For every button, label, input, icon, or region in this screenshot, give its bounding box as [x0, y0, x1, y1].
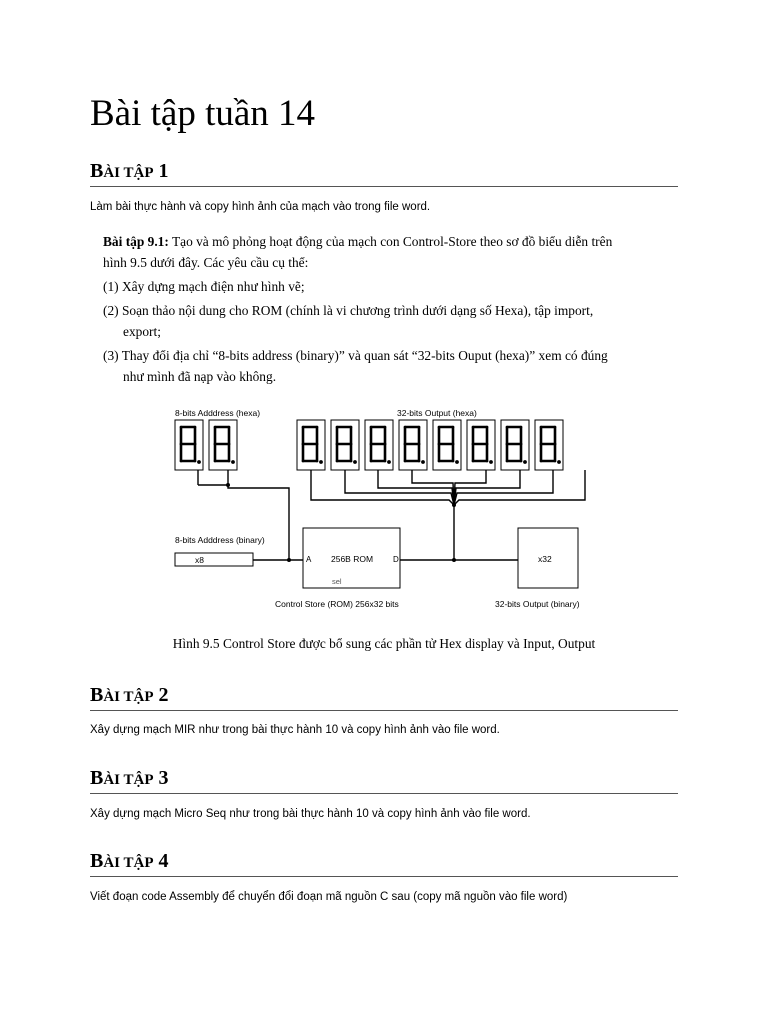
control-store-figure: [165, 400, 615, 620]
heading-number: 2: [158, 684, 169, 706]
heading-smallcaps: ÀI TẬP: [103, 689, 154, 705]
figure-caption: Hình 9.5 Control Store được bổ sung các phần tử Hex display và Input, Output: [172, 636, 596, 651]
section-heading-4: [90, 850, 678, 877]
address-hex-display: [175, 420, 203, 470]
heading-smallcaps: ÀI TẬP: [103, 855, 154, 871]
exercise-block: [103, 231, 673, 387]
heading-smallcaps: ÀI TẬP: [103, 772, 154, 788]
heading-number: 3: [158, 767, 169, 789]
exercise-intro-line2: hình 9.5 dưới đây. Các yêu cầu cụ thể:: [103, 255, 309, 270]
label-output-binary: 32-bits Output (binary): [495, 599, 580, 609]
heading-initial: B: [90, 684, 104, 706]
output-hex-display: [535, 420, 563, 470]
rom-sel: sel: [332, 577, 342, 586]
heading-number: 4: [158, 850, 169, 872]
label-address-hex: 8-bits Adddress (hexa): [175, 408, 261, 418]
output-hex-display: [297, 420, 325, 470]
rom-label: 256B ROM: [331, 554, 374, 564]
exercise-intro-line1: Tạo và mô phỏng hoạt động của mạch con Control-Store theo sơ đồ biểu diễn trên: [168, 234, 613, 249]
section-heading-1: [90, 160, 678, 187]
exercise-item-3: (3) Thay đổi địa chỉ “8-bits address (binary)” và quan sát “32-bits Ouput (hexa)” xem có đúng: [103, 348, 608, 363]
circuit-diagram: [165, 400, 615, 620]
output-hex-display: [331, 420, 359, 470]
section-1-text: Làm bài thực hành và copy hình ảnh của mạch vào trong file word.: [90, 201, 431, 213]
exercise-label: Bài tập 9.1:: [103, 234, 169, 249]
exercise-intro: [103, 231, 673, 252]
output-hex-display: [365, 420, 393, 470]
section-3-text: Xây dựng mạch Micro Seq như trong bài thực hành 10 và copy hình ảnh vào file word.: [90, 808, 531, 820]
label-address-binary: 8-bits Adddress (binary): [175, 535, 265, 545]
exercise-item-3-cont: như mình đã nạp vào không.: [123, 369, 277, 384]
page-title: Bài tập tuần 14: [90, 93, 316, 134]
heading-number: 1: [158, 160, 169, 182]
output-hex-display: [501, 420, 529, 470]
output-hex-display: [433, 420, 461, 470]
output-width-label: x32: [538, 554, 552, 564]
section-heading-2: [90, 684, 678, 711]
section-2-text: Xây dựng mạch MIR như trong bài thực hành 10 và copy hình ảnh vào file word.: [90, 724, 500, 736]
heading-initial: B: [90, 160, 104, 182]
heading-initial: B: [90, 850, 104, 872]
exercise-item-1: (1) Xây dựng mạch điện như hình vẽ;: [103, 279, 305, 294]
rom-port-d: D: [393, 555, 399, 564]
heading-initial: B: [90, 767, 104, 789]
output-hex-display: [467, 420, 495, 470]
section-4-text: Viết đoạn code Assembly để chuyển đổi đoạn mã nguồn C sau (copy mã nguồn vào file word): [90, 891, 568, 903]
label-output-hex: 32-bits Output (hexa): [397, 408, 477, 418]
label-control-store: Control Store (ROM) 256x32 bits: [275, 599, 399, 609]
section-heading-3: [90, 767, 678, 794]
binary-input-box: [175, 553, 253, 566]
heading-smallcaps: ÀI TẬP: [103, 165, 154, 181]
exercise-item-2: (2) Soạn thảo nội dung cho ROM (chính là vi chương trình dưới dạng số Hexa), tập import,: [103, 303, 594, 318]
rom-port-a: A: [306, 555, 312, 564]
input-width-label: x8: [195, 555, 204, 565]
output-hex-display: [399, 420, 427, 470]
address-hex-display: [209, 420, 237, 470]
exercise-item-2-cont: export;: [123, 324, 161, 339]
